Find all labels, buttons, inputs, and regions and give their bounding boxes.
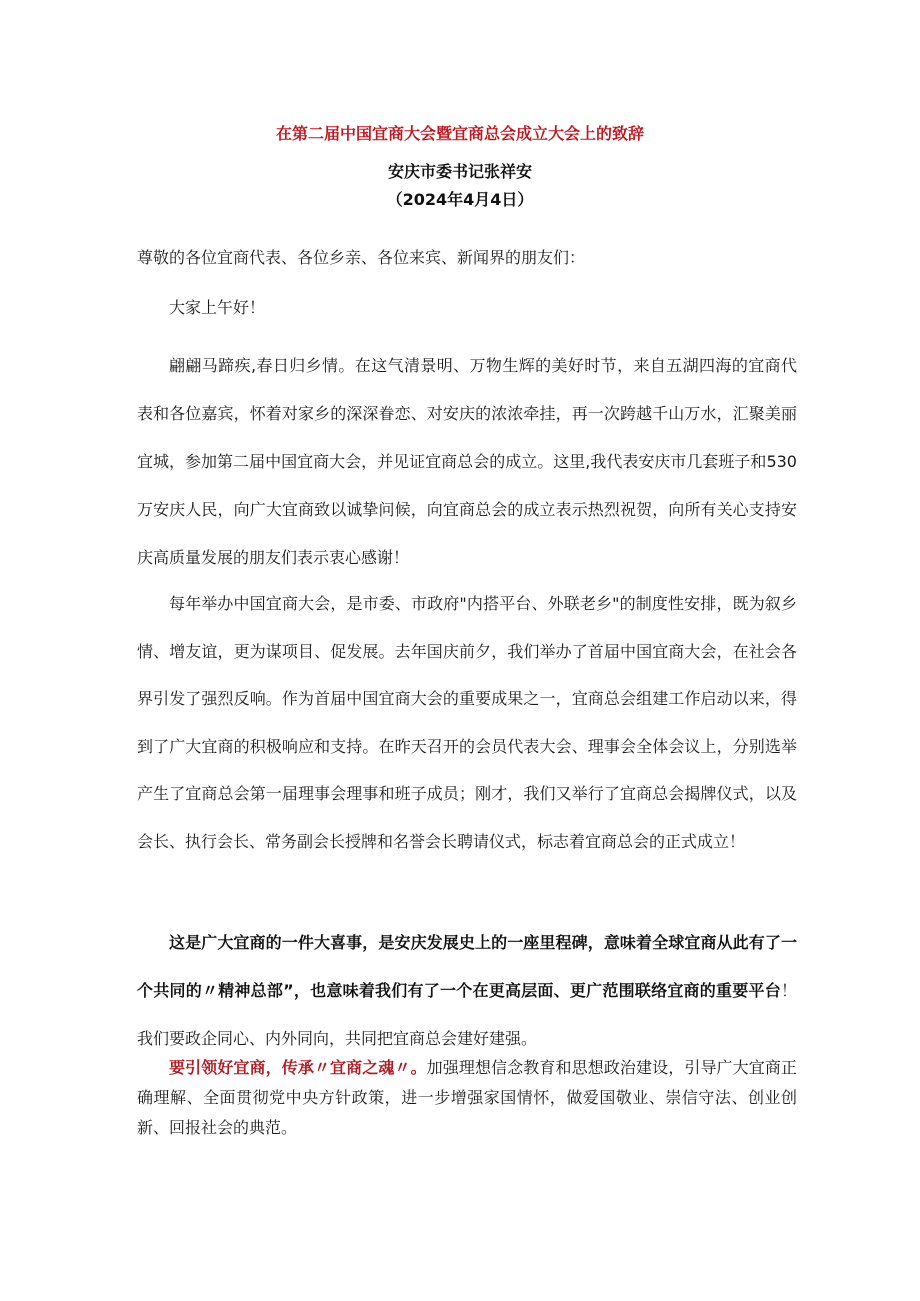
document-date: （2024年4月4日） bbox=[386, 190, 534, 209]
paragraph-4-rest: 加强理想信念教育和思想政治建设，引导广大宜商正确理解、全面贯彻党中央方针政策，进一步增强家国情怀，做爱国敬业、崇信守法、创业创新、回报社会的典范。 bbox=[137, 1058, 797, 1137]
salutation: 尊敬的各位宜商代表、各位乡亲、各位来宾、新闻界的朋友们： bbox=[137, 248, 586, 267]
paragraph-3-rest: ！我们要政企同心、内外同向，共同把宜商总会建好建强。 bbox=[137, 981, 797, 1048]
paragraph-1: 翩翩马蹄疾,春日归乡情。在这气清景明、万物生辉的美好时节，来自五湖四海的宜商代表和各位嘉宾，怀着对家乡的深深眷恋、对安庆的浓浓牵挂，再一次跨越千山万水，汇聚美丽宜城，参加第二届中国宜商大会，并见证宜商总会的成立。这里,我代表安庆市几套班子和530万安庆人民，向广大宜商致以诚挚问候，向宜商总会的成立表示热烈祝贺，向所有关心支持安庆高质量发展的朋友们表示衷心感谢！ bbox=[137, 356, 797, 567]
paragraph-3 bbox=[137, 919, 797, 1063]
paragraph-4-heading: 要引领好宜商，传承〃宜商之魂〃。 bbox=[169, 1058, 427, 1077]
paragraph-4 bbox=[137, 1053, 797, 1143]
document-title: 在第二届中国宜商大会暨宜商总会成立大会上的致辞 bbox=[275, 124, 644, 143]
document-author: 安庆市委书记张祥安 bbox=[387, 162, 532, 181]
greeting: 大家上午好！ bbox=[169, 298, 266, 317]
paragraph-2: 每年举办中国宜商大会，是市委、市政府"内搭平台、外联老乡"的制度性安排，既为叙乡情、增友谊，更为谋项目、促发展。去年国庆前夕，我们举办了首届中国宜商大会，在社会各界引发了强烈反响。作为首届中国宜商大会的重要成果之一，宜商总会组建工作启动以来，得到了广大宜商的积极响应和支持。在昨天召开的会员代表大会、理事会全体会议上，分别选举产生了宜商总会第一届理事会理事和班子成员；刚才，我们又举行了宜商总会揭牌仪式，以及会长、执行会长、常务副会长授牌和名誉会长聘请仪式，标志着宜商总会的正式成立！ bbox=[137, 594, 797, 851]
paragraph-3-emphasis: 这是广大宜商的一件大喜事，是安庆发展史上的一座里程碑，意味着全球宜商从此有了一个共同的〃精神总部”，也意味着我们有了一个在更高层面、更广范围联络宜商的重要平台 bbox=[137, 933, 797, 1000]
